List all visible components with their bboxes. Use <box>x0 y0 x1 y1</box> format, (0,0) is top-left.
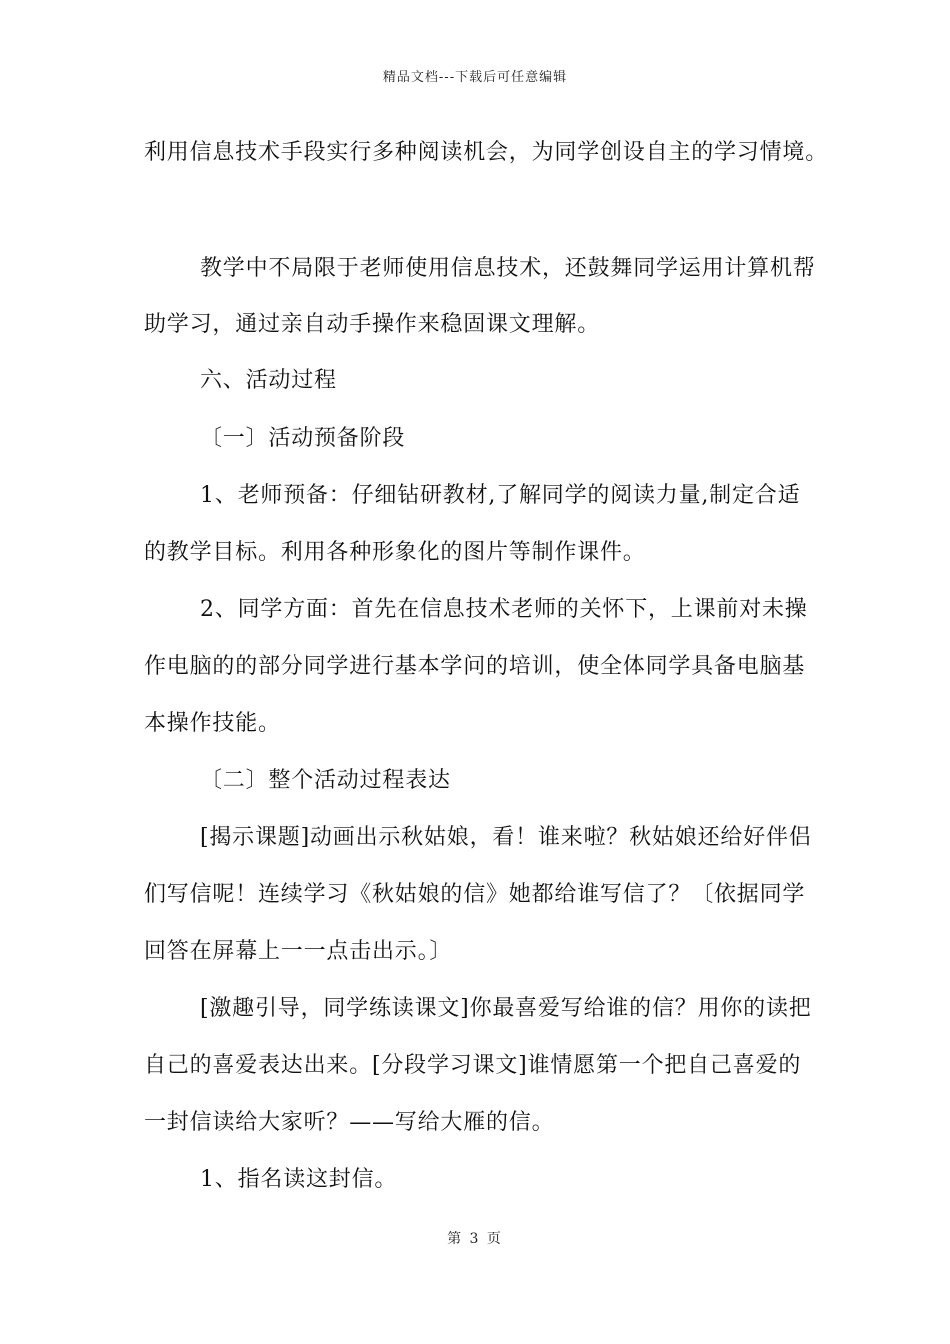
subheading-whole-process: 〔二〕整个活动过程表达 <box>200 768 451 793</box>
body-line-reveal-topic-cont-2: 回答在屏幕上一一点击出示。〕 <box>144 939 453 964</box>
body-line-motivate-cont-1: 自己的喜爱表达出来。[分段学习课文]谁情愿第一个把自己喜爱的 <box>144 1053 802 1078</box>
body-line-student-side-cont-2: 本操作技能。 <box>144 711 281 736</box>
page-header: 精品文档---下载后可任意编辑 <box>382 70 568 85</box>
body-line-3: 助学习，通过亲自动手操作来稳固课文理解。 <box>144 312 601 337</box>
body-line-motivate-cont-2: 一封信读给大家听？——写给大雁的信。 <box>144 1110 555 1135</box>
section-heading-activity-process: 六、活动过程 <box>200 368 337 393</box>
body-line-read-letter: 1、指名读这封信。 <box>200 1167 398 1192</box>
subheading-preparation-stage: 〔一〕活动预备阶段 <box>200 426 406 451</box>
body-line-motivate: [激趣引导，同学练读课文]你最喜爱写给谁的信？用你的读把 <box>200 996 812 1021</box>
page-number: 第 3 页 <box>447 1231 503 1247</box>
body-line-student-side-cont-1: 作电脑的的部分同学进行基本学问的培训，使全体同学具备电脑基 <box>144 654 806 679</box>
body-line-1: 利用信息技术手段实行多种阅读机会，为同学创设自主的学习情境。 <box>144 140 829 165</box>
body-line-teacher-prep-cont: 的教学目标。利用各种形象化的图片等制作课件。 <box>144 540 646 565</box>
body-line-teacher-prep: 1、老师预备：仔细钻研教材,了解同学的阅读力量,制定合适 <box>200 483 801 508</box>
body-line-student-side: 2、同学方面：首先在信息技术老师的关怀下，上课前对未操 <box>200 597 808 622</box>
body-line-reveal-topic: [揭示课题]动画出示秋姑娘，看！谁来啦？秋姑娘还给好伴侣 <box>200 825 812 850</box>
body-line-2: 教学中不局限于老师使用信息技术，还鼓舞同学运用计算机帮 <box>200 256 816 281</box>
body-line-reveal-topic-cont-1: 们写信呢！连续学习《秋姑娘的信》她都给谁写信了？〔依据同学 <box>144 882 806 907</box>
